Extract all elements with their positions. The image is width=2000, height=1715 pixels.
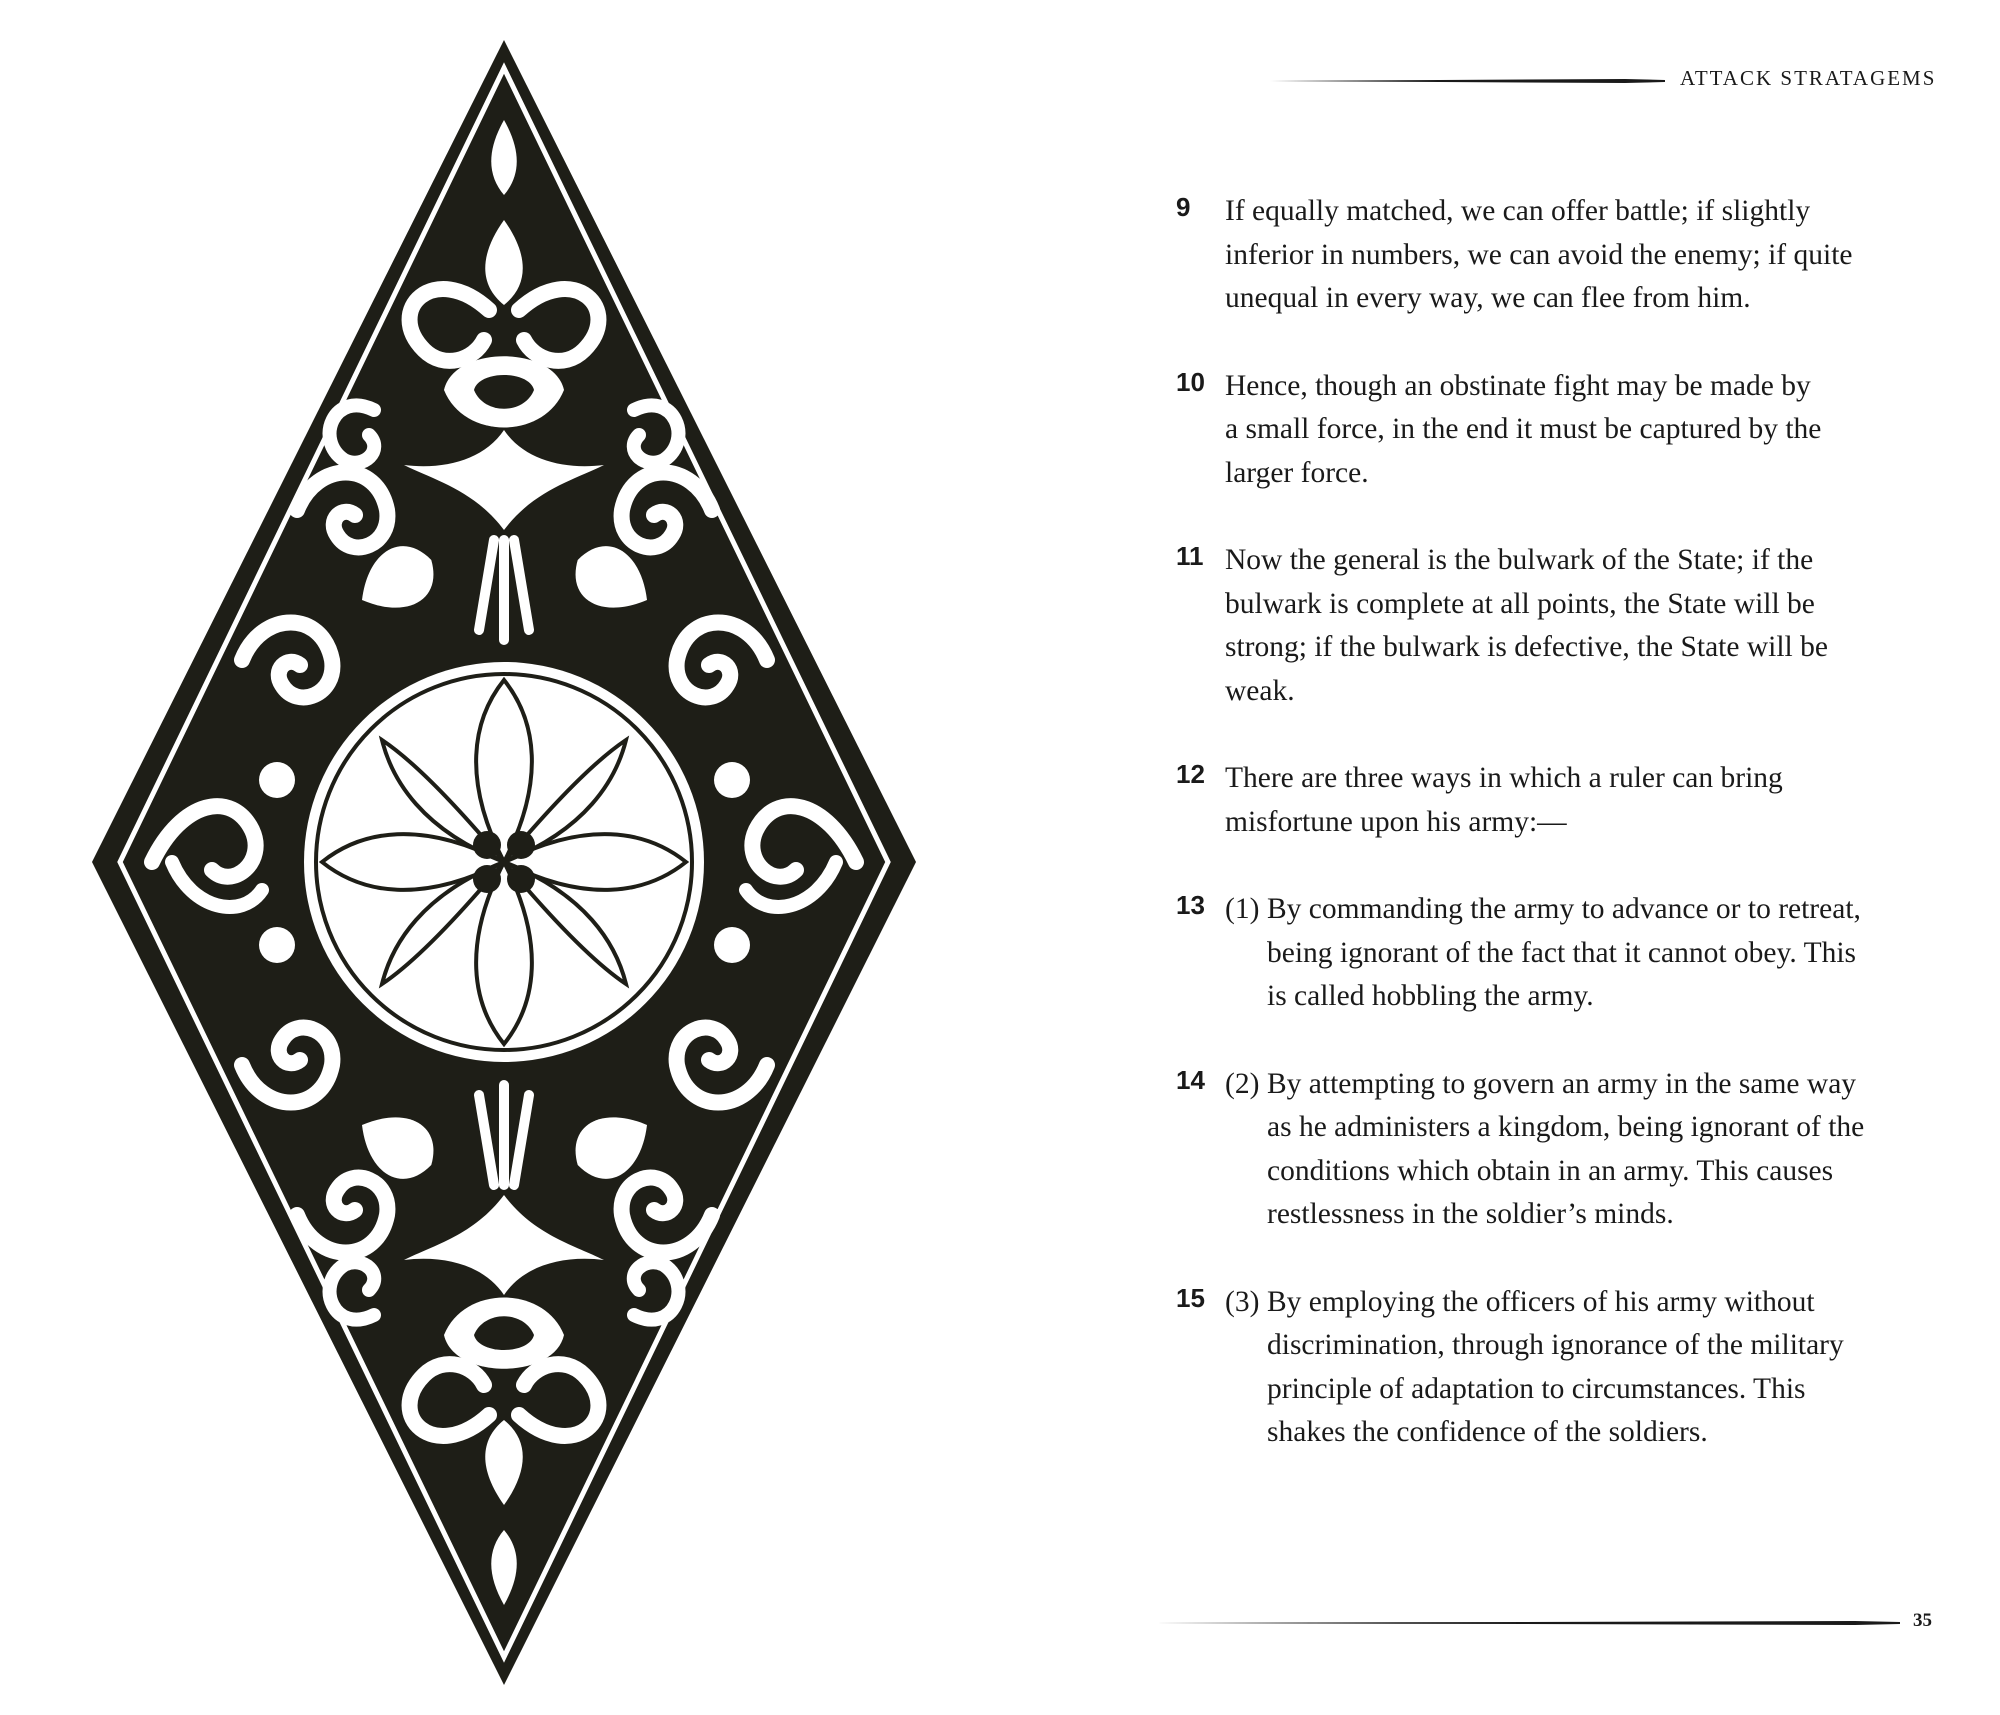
footer-rule: [1155, 1620, 1900, 1626]
verse-line-text: By attempting to govern an army in the same way: [1267, 1067, 1857, 1100]
verse-line: [1225, 1281, 1920, 1325]
verse-line: is called hobbling the army.: [1267, 980, 1594, 1012]
clause-marker: (1): [1225, 893, 1260, 925]
verse-line: being ignorant of the fact that it cannot obey. This: [1267, 936, 1857, 969]
verse: [1160, 1063, 1920, 1237]
verse-number: 9: [1176, 192, 1191, 222]
verse-line: a small force, in the end it must be captured by the: [1225, 413, 1822, 445]
verse-line: larger force.: [1225, 456, 1369, 489]
verse-line: shakes the confidence of the soldiers.: [1267, 1416, 1708, 1448]
verse-text: [1225, 365, 1920, 496]
verse-number: 12: [1176, 759, 1205, 789]
verse-text: [1225, 1063, 1920, 1237]
verse-line: weak.: [1225, 674, 1295, 707]
page-number: 35: [1913, 1610, 1932, 1631]
running-head: ATTACK STRATAGEMS: [1680, 66, 1937, 90]
verse-line: If equally matched, we can offer battle; if slightly: [1225, 195, 1811, 227]
header-rule: [1265, 78, 1665, 84]
verse-line: Hence, though an obstinate fight may be made by: [1225, 369, 1811, 402]
verse: [1160, 757, 1920, 844]
verse-line: [1225, 1063, 1920, 1107]
verse-text: [1225, 1281, 1920, 1455]
verse-list: [1160, 190, 1920, 1499]
verse-line: There are three ways in which a ruler can bring: [1225, 762, 1783, 794]
verse: [1160, 539, 1920, 713]
verse: [1160, 365, 1920, 496]
verse-line: Now the general is the bulwark of the State; if the: [1225, 544, 1814, 576]
verse-line: discrimination, through ignorance of the military: [1267, 1329, 1844, 1361]
diamond-floral-ornament: [92, 40, 916, 1685]
verse-line-text: By employing the officers of his army without: [1267, 1285, 1815, 1318]
verse-line: misfortune upon his army:—: [1225, 805, 1567, 838]
verse-number: 15: [1176, 1282, 1205, 1313]
verse-line: inferior in numbers, we can avoid the enemy; if quite: [1225, 238, 1853, 271]
verse-number: 13: [1176, 890, 1205, 920]
verse-text: [1225, 888, 1920, 1019]
verse-text: [1225, 539, 1920, 713]
verse-line: [1225, 888, 1920, 932]
verse-line: unequal in every way, we can flee from him.: [1225, 282, 1751, 314]
verse-line: conditions which obtain in an army. This causes: [1267, 1154, 1834, 1187]
clause-marker: (3): [1225, 1285, 1260, 1318]
verse-number: 14: [1176, 1064, 1205, 1095]
verse-line: principle of adaptation to circumstances. This: [1267, 1372, 1806, 1405]
verse: [1160, 1281, 1920, 1455]
verse-number: 10: [1176, 366, 1205, 397]
verse: [1160, 888, 1920, 1019]
verse-line: bulwark is complete at all points, the State will be: [1225, 587, 1815, 620]
verse-text: [1225, 757, 1920, 844]
verse-text: [1225, 190, 1920, 321]
verse-line-text: By commanding the army to advance or to retreat,: [1267, 893, 1861, 925]
clause-marker: (2): [1225, 1067, 1260, 1100]
verse: [1160, 190, 1920, 321]
verse-line: restlessness in the soldier’s minds.: [1267, 1198, 1674, 1230]
verse-line: strong; if the bulwark is defective, the State will be: [1225, 631, 1828, 663]
verse-line: as he administers a kingdom, being ignorant of the: [1267, 1111, 1865, 1143]
verse-number: 11: [1176, 541, 1204, 571]
